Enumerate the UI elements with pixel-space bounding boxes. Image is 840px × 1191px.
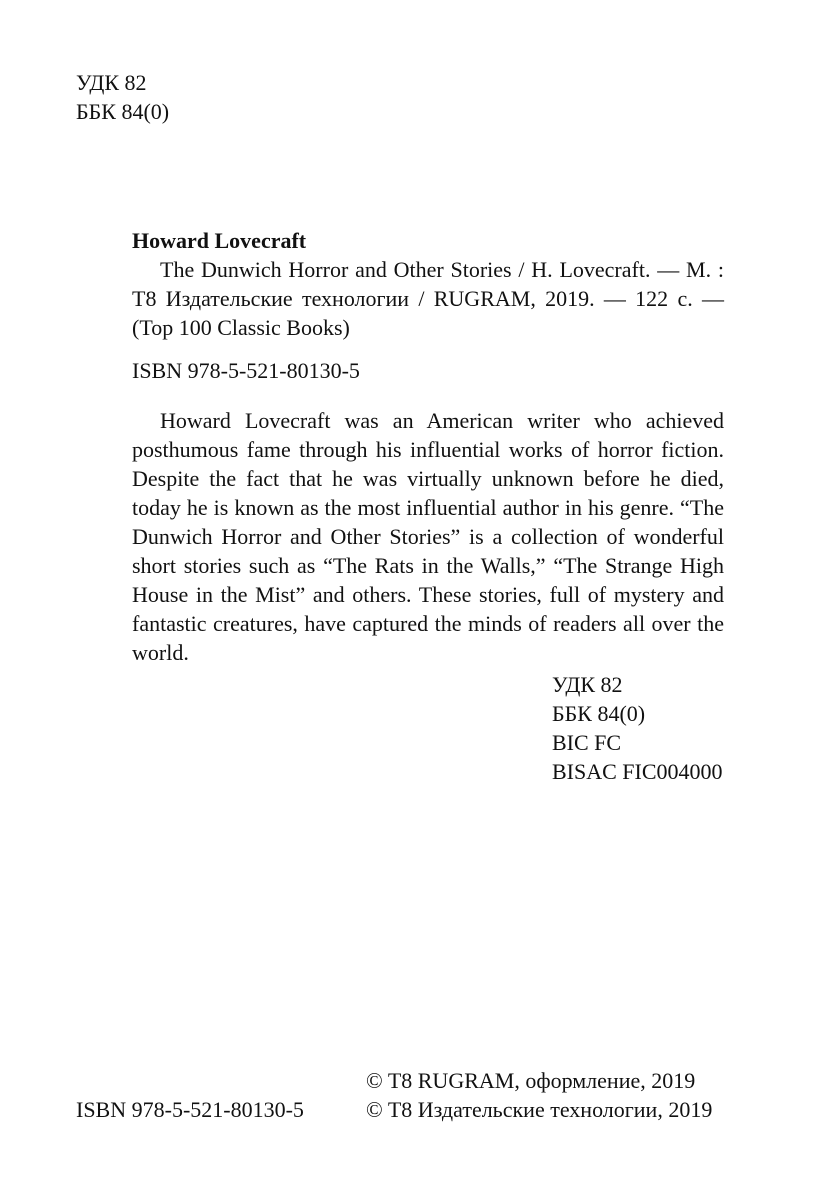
- author-heading: Howard Lovecraft: [132, 228, 307, 253]
- annotation-text: Howard Lovecraft was an American writer who achieved posthumous fame through his influential works of horror fiction. Despite the fact that he was virtually unknown before he died, today he is known as the most influential author in his genre. “The Dunwich Horror and Other Stories” is a collection of wonderful short stories such as “The Rats in the Walls,” “The Strange High House in the Mist” and others. These stories, full of mystery and fantastic creatures, have captured the minds of readers all over the world.: [132, 408, 724, 665]
- udk-code: УДК 82: [76, 70, 147, 95]
- footer-isbn: ISBN 978-5-521-80130-5: [76, 1097, 304, 1122]
- copyright-notices: [366, 1066, 712, 1124]
- bisac-code: BISAC FIC004000: [552, 759, 723, 784]
- bibliographic-citation: The Dunwich Horror and Other Stories / H. Lovecraft. — M. : T8 Издательские технологии / RUGRAM, 2019. — 122 c. — (Top 100 Classic Books): [132, 257, 724, 340]
- catalog-entry: [132, 226, 724, 342]
- header-classification-codes: [76, 68, 169, 126]
- bbk-code: ББК 84(0): [552, 701, 646, 726]
- copyright-design: © T8 RUGRAM, оформление, 2019: [366, 1068, 696, 1093]
- book-annotation: [132, 406, 724, 667]
- udk-code: УДК 82: [552, 672, 623, 697]
- bic-code: BIC FC: [552, 730, 622, 755]
- bbk-code: ББК 84(0): [76, 99, 170, 124]
- isbn-number: ISBN 978-5-521-80130-5: [132, 358, 360, 383]
- copyright-publisher: © T8 Издательские технологии, 2019: [366, 1097, 713, 1122]
- classification-codes: [552, 670, 723, 786]
